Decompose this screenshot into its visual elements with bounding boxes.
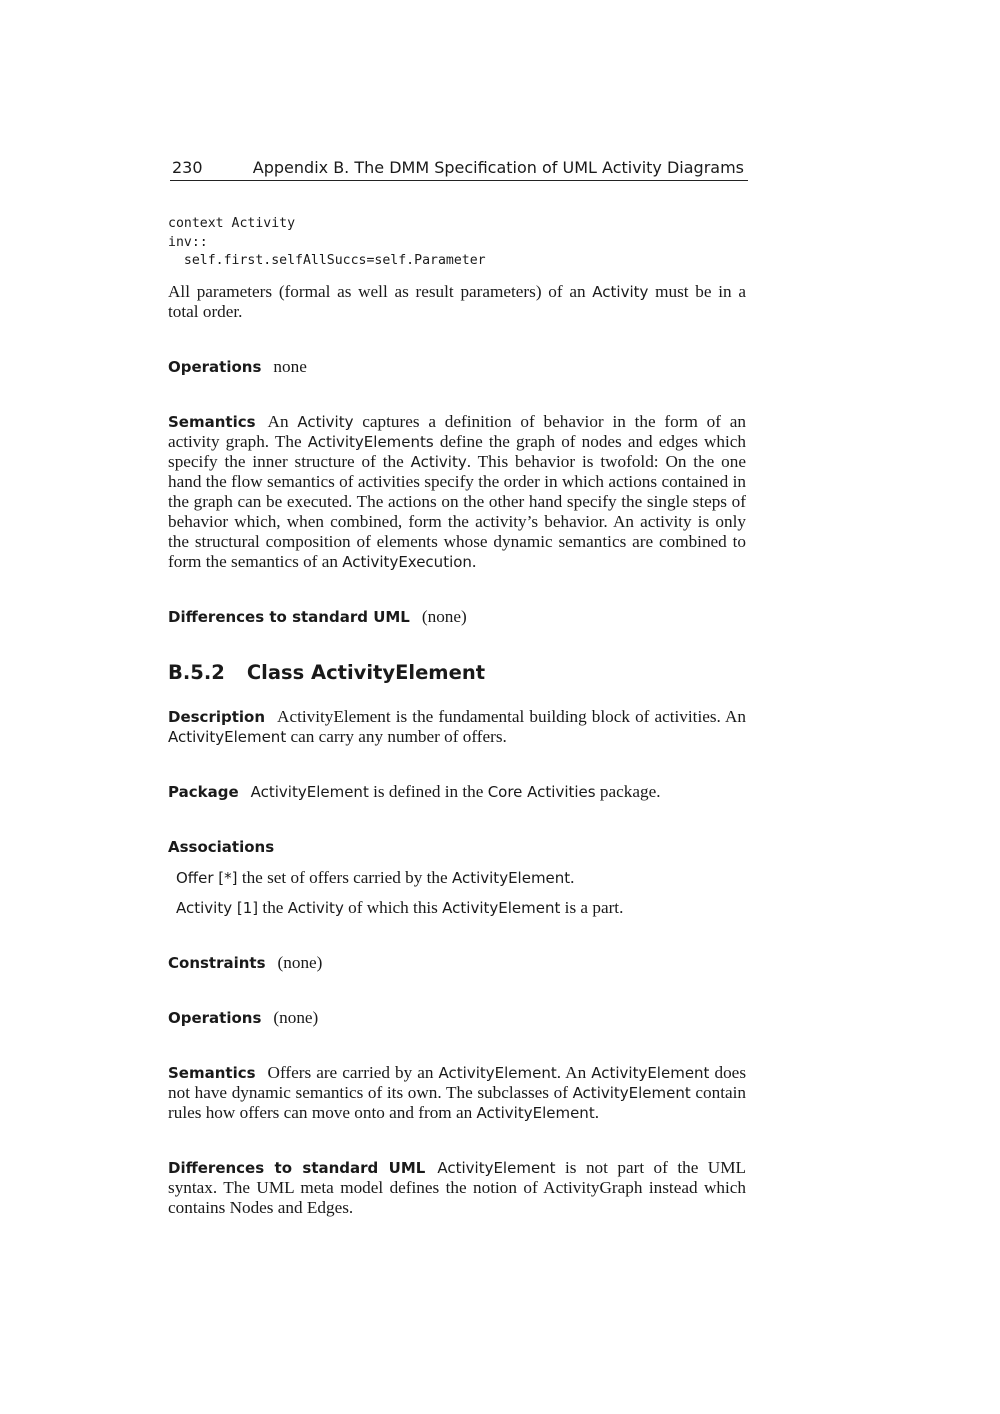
keyword: Activity (592, 283, 649, 301)
parameter-order-paragraph: All parameters (formal as well as result parameters) of an Activity must be in a total order. (168, 282, 746, 321)
keyword: ActivityElement (438, 1064, 557, 1082)
paragraph-heading: Constraints (168, 954, 266, 972)
code-line: context Activity (168, 216, 296, 231)
section-title: Class ActivityElement (246, 661, 486, 684)
paragraph-heading: Package (168, 783, 239, 801)
section-heading (168, 660, 485, 686)
activity-operations: Operations none (168, 357, 307, 376)
keyword: ActivityElement (451, 869, 571, 887)
keyword: ActivityExecution (342, 553, 472, 571)
keyword: ActivityElements (307, 433, 434, 451)
running-title: Appendix B. The DMM Specification of UML Activity Diagrams (252, 158, 744, 177)
paragraph-heading: Description (168, 708, 266, 726)
paragraph-heading: Differences to standard UML (168, 608, 410, 626)
activity-semantics: Semantics An Activity captures a definition of behavior in the form of an activity graph. The ActivityElements define the graph of nodes and edges which specify the inner structure of the Activity. This behavior is twofold: On the one hand the flow semantics of activities specify the order in which actions contained in the graph can be executed. The actions on the other hand specify the single steps of behavior which, when combined, form the activity’s behavior. An activity is only the structural composition of elements whose dynamic semantics are combined to form the semantics of an ActivityExecution. (168, 412, 746, 571)
association-name: Activity [1] (176, 899, 259, 917)
keyword: ActivityElement (168, 728, 287, 746)
ocl-code-block (168, 215, 486, 271)
keyword: ActivityElement (591, 1064, 710, 1082)
paragraph-heading: Associations (168, 838, 275, 856)
element-differences: Differences to standard UML ActivityElement is not part of the UML syntax. The UML meta model defines the notion of ActivityGraph instead which contains Nodes and Edges. (168, 1158, 746, 1217)
keyword: Activity (410, 453, 467, 471)
element-associations-heading (168, 837, 746, 857)
association-item: Offer [*] the set of offers carried by the ActivityElement. (176, 868, 575, 887)
keyword: ActivityElement (437, 1159, 556, 1177)
element-description: Description ActivityElement is the fundamental building block of activities. An ActivityElement can carry any number of offers. (168, 707, 746, 746)
paragraph-heading: Operations (168, 1009, 262, 1027)
keyword: Core Activities (487, 783, 596, 801)
paragraph-heading: Differences to standard UML (168, 1159, 426, 1177)
code-line: inv:: (168, 234, 208, 250)
element-constraints: Constraints (none) (168, 953, 323, 972)
keyword: ActivityElement (250, 783, 369, 801)
keyword: ActivityElement (572, 1084, 691, 1102)
association-name: Offer [*] (176, 869, 238, 887)
keyword: Activity (297, 413, 354, 431)
activity-differences: Differences to standard UML (none) (168, 607, 467, 626)
section-number: B.5.2 (168, 661, 225, 684)
association-item: Activity [1] the Activity of which this ActivityElement is a part. (176, 898, 624, 917)
element-package: Package ActivityElement is defined in the Core Activities package. (168, 782, 661, 801)
paragraph-heading: Semantics (168, 413, 256, 431)
page-number: 230 (172, 158, 203, 177)
keyword: ActivityElement (476, 1104, 595, 1122)
keyword: ActivityElement (442, 899, 561, 917)
element-semantics: Semantics Offers are carried by an ActivityElement. An ActivityElement does not have dynamic semantics of its own. The subclasses of ActivityElement contain rules how offers can move onto and from an ActivityElement. (168, 1063, 747, 1122)
keyword: Activity (287, 899, 344, 917)
paragraph-heading: Operations (168, 358, 262, 376)
running-header (170, 156, 748, 181)
element-operations: Operations (none) (168, 1008, 319, 1027)
paragraph-heading: Semantics (168, 1064, 256, 1082)
code-line: self.first.selfAllSuccs=self.Parameter (168, 253, 486, 268)
